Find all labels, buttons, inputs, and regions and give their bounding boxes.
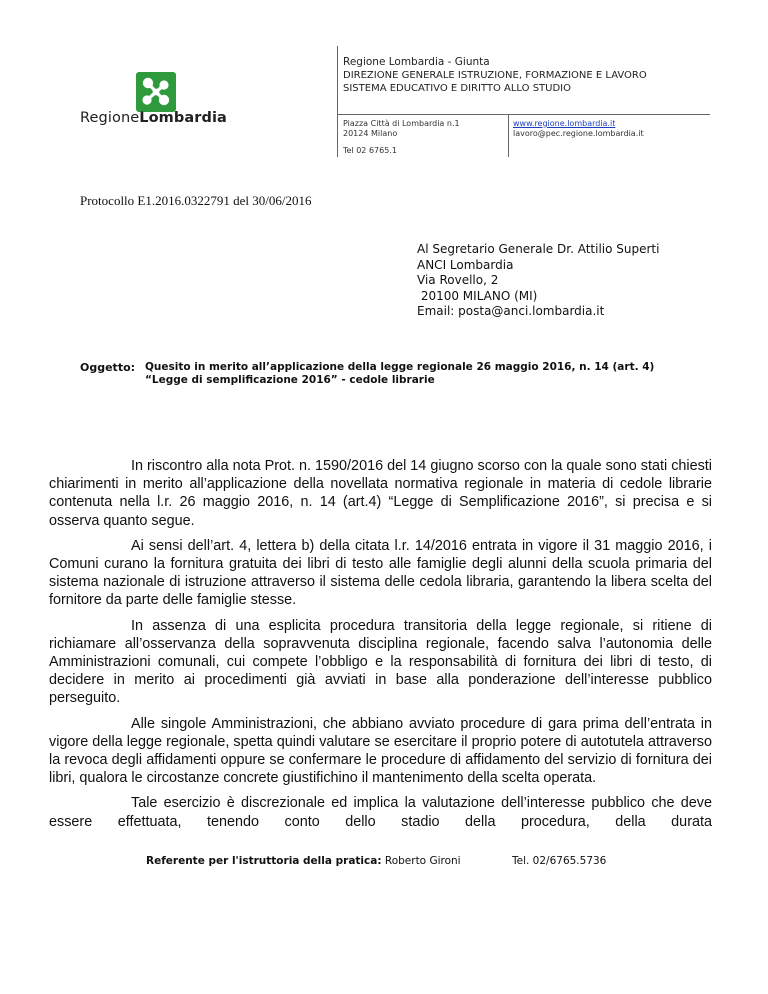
body-paragraph-4: Alle singole Amministrazioni, che abbiano avviato procedure di gara prima dell’entrata in vigore della legge regionale, spetta quindi valutare se esercitare il proprio potere di autotutela attraverso la revoca degli affidamenti oppure se confermare le procedure di affidamento del servizio di fornitura dei libri, qualora le circostanze concrete giustifichino il mantenimento della scelta operata. <box>49 715 712 787</box>
body-paragraph-3: In assenza di una esplicita procedura transitoria della legge regionale, si ritiene di richiamare all’osservanza della sopravvenuta disciplina regionale, facendo salva l’autonomia delle Amministrazioni comunali, cui compete l’obbligo e la responsabilità di fornitura dei libri di testo, di decidere in merito ai procedimenti già avviati in base alla ponderazione dell’interesse pubblico perseguito. <box>49 617 712 707</box>
header-line-1: Regione Lombardia - Giunta <box>343 56 490 68</box>
footer-referent-name: Roberto Gironi <box>384 855 461 867</box>
subject-label: Oggetto: <box>80 361 136 374</box>
recipient-line-4: 20100 MILANO (MI) <box>417 288 538 303</box>
header-line-3: SISTEMA EDUCATIVO E DIRITTO ALLO STUDIO <box>343 83 571 94</box>
header-website-link[interactable]: www.regione.lombardia.it <box>513 119 616 128</box>
header-address-2: 20124 Milano <box>343 129 398 138</box>
body-paragraph-2: Ai sensi dell’art. 4, lettera b) della citata l.r. 14/2016 entrata in vigore il 31 maggio 2016, i Comuni curano la fornitura gratuita dei libri di testo alle famiglie degli alunni della scuola primaria del sistema nazionale di istruzione attraverso il sistema delle cedola libraria, garantendo la libera scelta del fornitore da parte delle famiglie stesse. <box>49 537 712 609</box>
footer-referent <box>146 855 461 867</box>
recipient-line-2: ANCI Lombardia <box>417 257 514 272</box>
footer-tel: Tel. 02/6765.5736 <box>512 855 607 867</box>
header-line-2: DIREZIONE GENERALE ISTRUZIONE, FORMAZIONE E LAVORO <box>343 70 647 81</box>
header-divider-vertical-2 <box>508 114 509 157</box>
protocol-number: Protocollo E1.2016.0322791 del 30/06/2016 <box>80 193 312 208</box>
subject-line-2: “Legge di semplificazione 2016” - cedole librarie <box>145 374 435 386</box>
footer-referent-label: Referente per l'istruttoria della pratica: <box>146 855 382 867</box>
recipient-line-1: Al Segretario Generale Dr. Attilio Superti <box>417 242 660 256</box>
header-tel: Tel 02 6765.1 <box>343 146 397 155</box>
letter-body <box>49 457 712 838</box>
logo-name-part1: Regione <box>80 110 140 126</box>
subject-text <box>145 361 654 387</box>
body-paragraph-1: In riscontro alla nota Prot. n. 1590/2016 del 14 giugno scorso con la quale sono stati chiesti chiarimenti in merito all’applicazione della novellata normativa regionale in materia di cedole librarie contenuta nella l.r. 26 maggio 2016, n. 14 (art.4) “Legge di Semplificazione 2016”, si precisa e si osserva quanto segue. <box>49 458 712 529</box>
body-paragraph-5: Tale esercizio è discrezionale ed implica la valutazione dell’interesse pubblico che deve essere effettuata, tenendo conto dello stadio della procedura, della durata <box>49 795 712 830</box>
logo-wordmark <box>80 110 227 126</box>
recipient-block <box>417 242 659 320</box>
recipient-email: Email: posta@anci.lombardia.it <box>417 304 605 318</box>
header-divider-horizontal <box>337 114 710 115</box>
header-pec: lavoro@pec.regione.lombardia.it <box>513 129 644 138</box>
logo-name-part2: Lombardia <box>139 110 227 126</box>
header-address-1: Piazza Città di Lombardia n.1 <box>343 119 460 128</box>
recipient-line-3: Via Rovello, 2 <box>417 273 499 287</box>
header-divider-vertical <box>337 46 338 157</box>
subject-line-1: Quesito in merito all’applicazione della legge regionale 26 maggio 2016, n. 14 (art. 4) <box>145 361 655 373</box>
regione-lombardia-logo-icon <box>136 72 176 112</box>
